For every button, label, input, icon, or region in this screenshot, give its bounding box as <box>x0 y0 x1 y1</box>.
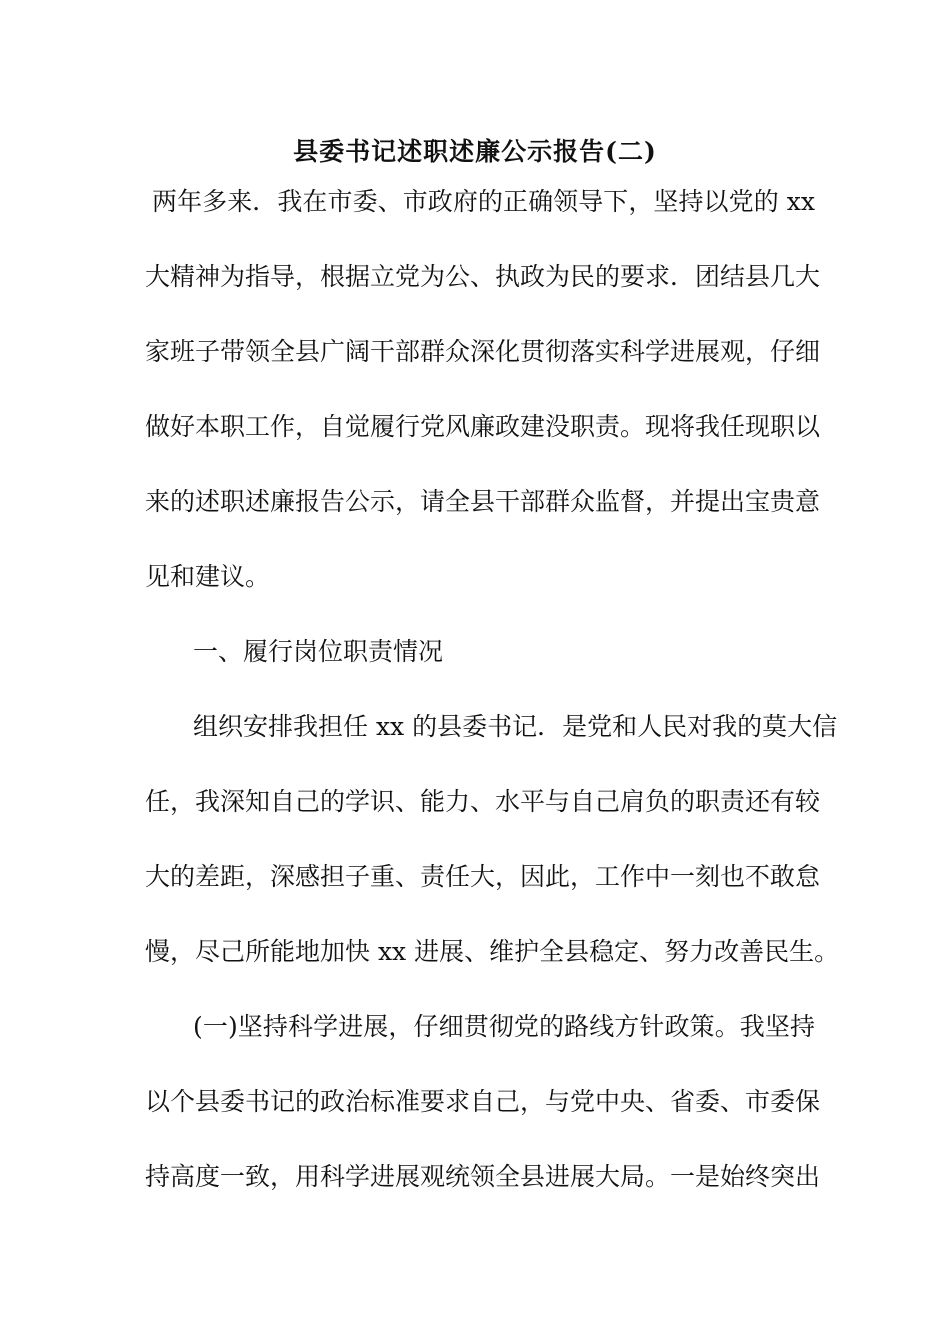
paragraph-line: (一)坚持科学进展，仔细贯彻党的路线方针政策。我坚持 <box>193 1012 815 1041</box>
paragraph-line: 大精神为指导，根据立党为公、执政为民的要求．团结县几大 <box>145 262 821 291</box>
paragraph-line: 组织安排我担任 xx 的县委书记．是党和人民对我的莫大信 <box>193 712 838 741</box>
paragraph-line: 来的述职述廉报告公示，请全县干部群众监督，并提出宝贵意 <box>145 487 821 516</box>
paragraph-line: 以个县委书记的政治标准要求自己，与党中央、省委、市委保 <box>145 1087 821 1116</box>
paragraph-line: 大的差距，深感担子重、责任大，因此，工作中一刻也不敢怠 <box>145 862 821 891</box>
paragraph-line: 见和建议。 <box>145 562 271 591</box>
paragraph-line: 任，我深知自己的学识、能力、水平与自己肩负的职责还有较 <box>145 787 821 816</box>
paragraph-line: 持高度一致，用科学进展观统领全县进展大局。一是始终突出 <box>145 1162 821 1191</box>
section-heading: 一、履行岗位职责情况 <box>193 637 444 666</box>
paragraph-line: 家班子带领全县广阔干部群众深化贯彻落实科学进展观，仔细 <box>145 337 821 366</box>
paragraph-line: 做好本职工作，自觉履行党风廉政建没职责。现将我任现职以 <box>145 412 821 441</box>
paragraph-line: 两年多来．我在市委、市政府的正确领导下，坚持以党的 xx <box>152 187 815 216</box>
paragraph-line: 慢，尽己所能地加快 xx 进展、维护全县稳定、努力改善民生。 <box>145 937 840 966</box>
document-title: 县委书记述职述廉公示报告(二) <box>293 137 657 166</box>
